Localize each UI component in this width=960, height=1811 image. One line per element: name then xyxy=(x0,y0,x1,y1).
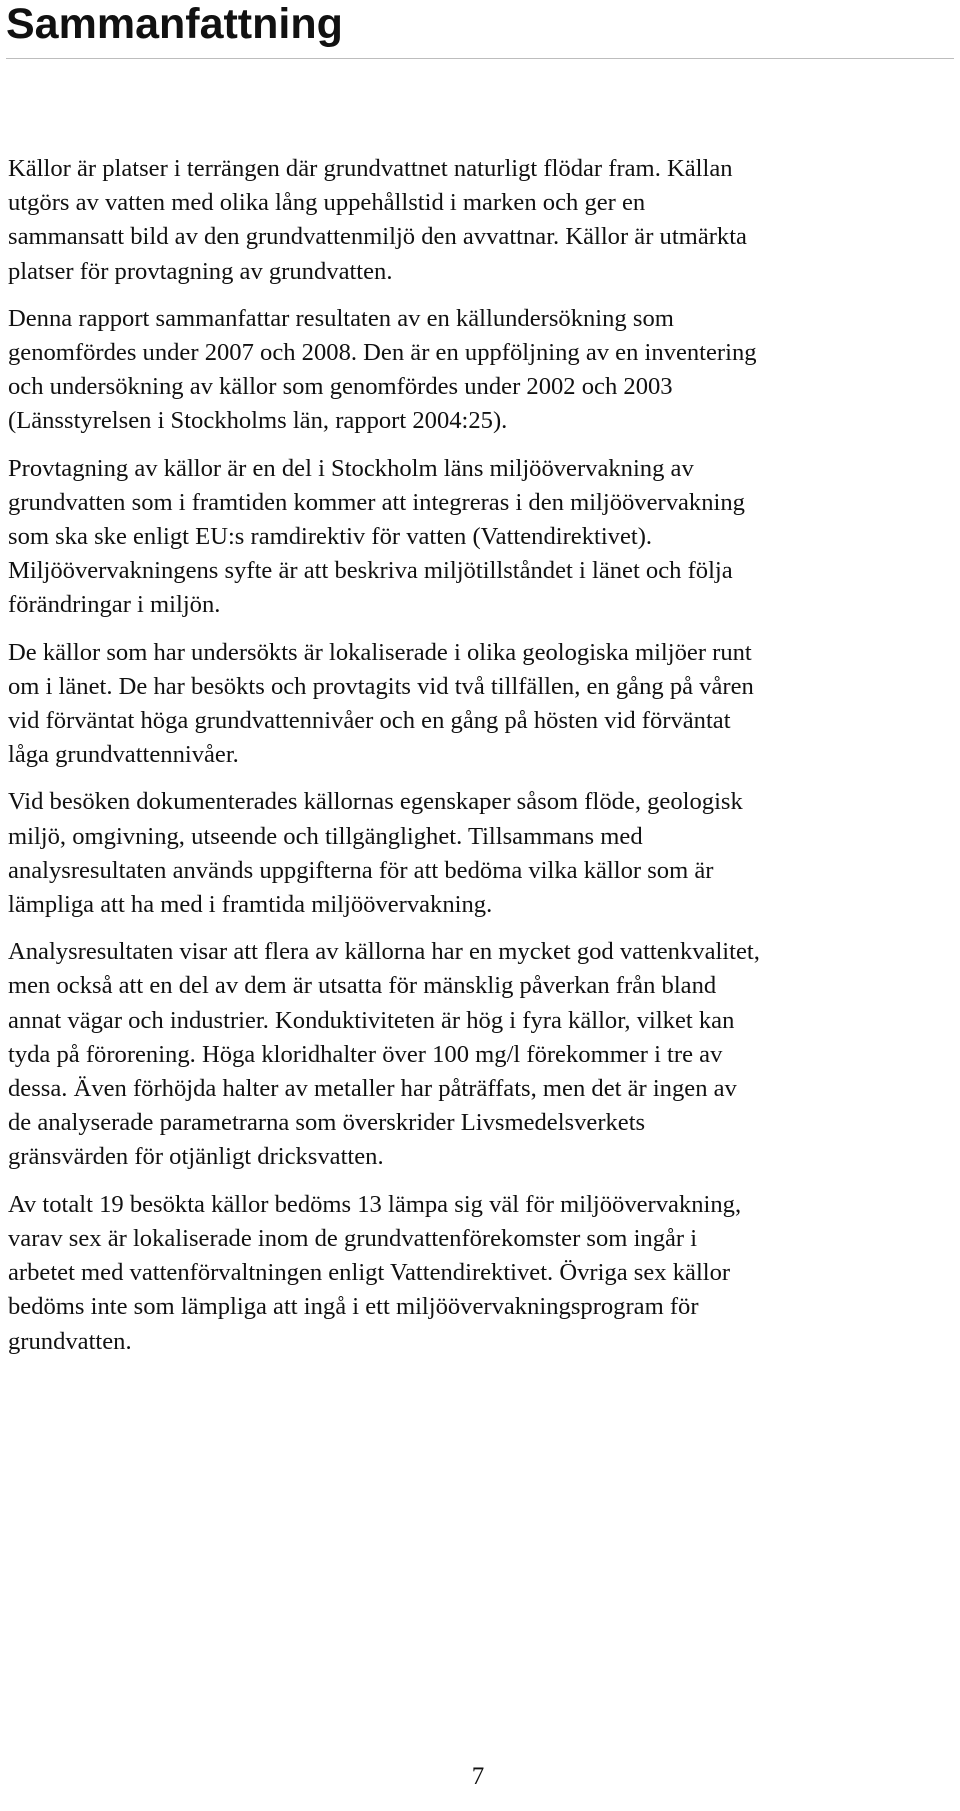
text-line: utgörs av vatten med olika lång uppehållstid i marken och ger en xyxy=(8,189,646,217)
text-line: som ska ske enligt EU:s ramdirektiv för vatten (Vattendirektivet). xyxy=(8,523,653,551)
paragraph-5 xyxy=(8,785,952,922)
text-line: sammansatt bild av den grundvattenmiljö den avvattnar. Källor är utmärkta xyxy=(8,223,747,251)
text-line: varav sex är lokaliserade inom de grundvattenförekomster som ingår i xyxy=(8,1224,698,1252)
text-line: vid förväntat höga grundvattennivåer och en gång på hösten vid förväntat xyxy=(8,707,731,735)
text-line: bedöms inte som lämpliga att ingå i ett miljöövervakningsprogram för xyxy=(8,1293,699,1321)
heading-divider xyxy=(6,58,954,59)
text-line: Denna rapport sammanfattar resultaten av en källundersökning som xyxy=(8,304,674,332)
text-line: Miljöövervakningens syfte är att beskriva miljötillståndet i länet och följa xyxy=(8,557,733,585)
text-line: de analyserade parametrarna som överskrider Livsmedelsverkets xyxy=(8,1109,646,1137)
page-number xyxy=(0,1762,960,1792)
text-line: annat vägar och industrier. Konduktiviteten är hög i fyra källor, vilket kan xyxy=(8,1006,735,1034)
text-line: Av totalt 19 besökta källor bedöms 13 lämpa sig väl för miljöövervakning, xyxy=(8,1190,742,1218)
paragraph-1 xyxy=(8,152,952,289)
text-line: förändringar i miljön. xyxy=(8,591,221,619)
text-line: dessa. Även förhöjda halter av metaller har påträffats, men det är ingen av xyxy=(8,1075,737,1103)
text-line: men också att en del av dem är utsatta för mänsklig påverkan från bland xyxy=(8,972,717,1000)
text-line: De källor som har undersökts är lokaliserade i olika geologiska miljöer runt xyxy=(8,638,752,666)
text-line: Vid besöken dokumenterades källornas egenskaper såsom flöde, geologisk xyxy=(8,788,743,816)
text-line: Provtagning av källor är en del i Stockholm läns miljöövervakning av xyxy=(8,454,694,482)
text-line: och undersökning av källor som genomfördes under 2002 och 2003 xyxy=(8,373,673,401)
text-line: (Länsstyrelsen i Stockholms län, rapport 2004:25). xyxy=(8,407,508,435)
text-line: genomfördes under 2007 och 2008. Den är en uppföljning av en inventering xyxy=(8,339,757,367)
text-line: miljö, omgivning, utseende och tillgänglighet. Tillsammans med xyxy=(8,822,643,850)
text-line: analysresultaten används uppgifterna för att bedöma vilka källor som är xyxy=(8,856,714,884)
text-line: platser för provtagning av grundvatten. xyxy=(8,257,393,285)
text-line: låga grundvattennivåer. xyxy=(8,741,239,769)
paragraph-2 xyxy=(8,302,952,439)
text-line: Analysresultaten visar att flera av källorna har en mycket god vattenkvalitet, xyxy=(8,938,760,966)
text-line: grundvatten som i framtiden kommer att integreras i den miljöövervakning xyxy=(8,488,745,516)
text-line: lämpliga att ha med i framtida miljöövervakning. xyxy=(8,891,493,919)
body-text xyxy=(8,152,952,1372)
page-number-text: 7 xyxy=(471,1763,485,1790)
text-line: om i länet. De har besökts och provtagits vid två tillfällen, en gång på våren xyxy=(8,672,754,700)
paragraph-6 xyxy=(8,935,952,1174)
paragraph-3 xyxy=(8,452,952,623)
paragraph-4 xyxy=(8,636,952,773)
text-line: gränsvärden för otjänligt dricksvatten. xyxy=(8,1143,384,1171)
paragraph-7 xyxy=(8,1188,952,1359)
text-line: arbetet med vattenförvaltningen enligt Vattendirektivet. Övriga sex källor xyxy=(8,1259,731,1287)
text-line: Källor är platser i terrängen där grundvattnet naturligt flödar fram. Källan xyxy=(8,155,733,182)
text-line: grundvatten. xyxy=(8,1327,132,1355)
text-line: tyda på förorening. Höga kloridhalter över 100 mg/l förekommer i tre av xyxy=(8,1040,723,1068)
section-heading: Sammanfattning xyxy=(6,0,343,48)
